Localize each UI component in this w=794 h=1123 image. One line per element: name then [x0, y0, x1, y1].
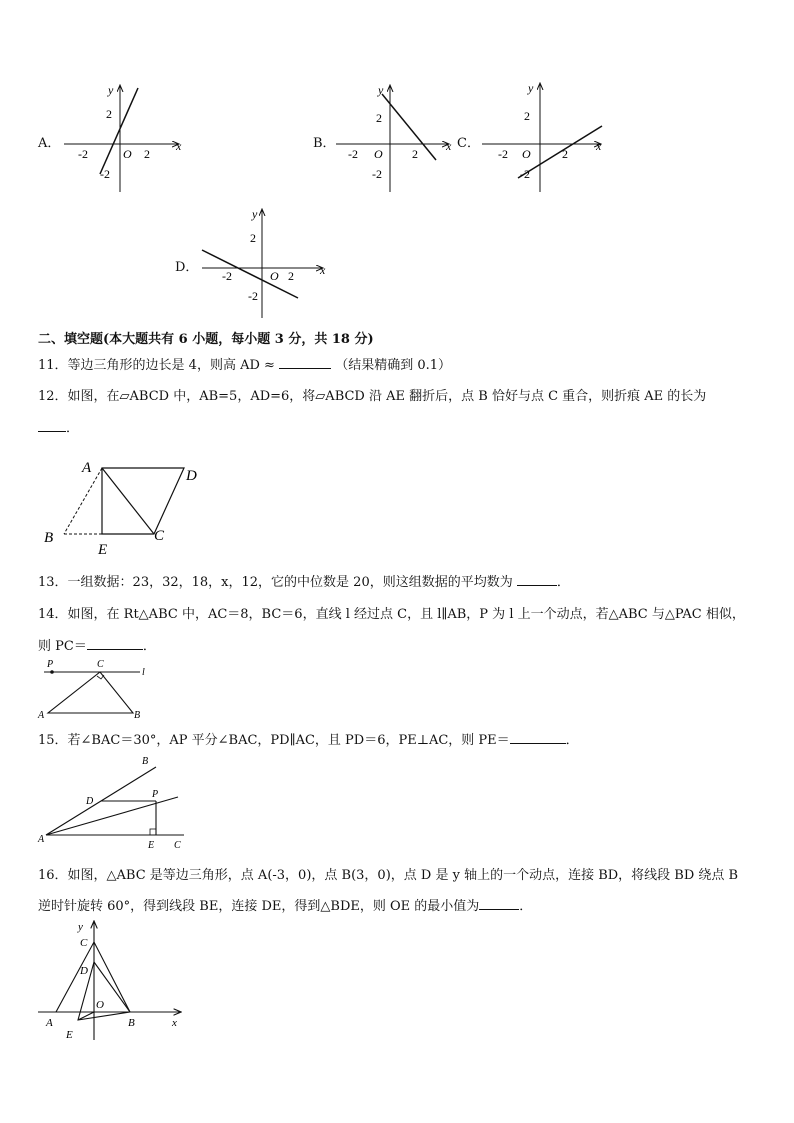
- origin-label: O: [123, 147, 132, 161]
- tick-label: -2: [498, 147, 508, 161]
- question-14-line2: [38, 635, 156, 654]
- option-a-graph: [60, 80, 190, 195]
- segment-ab-dashed: [64, 468, 102, 534]
- question-tail: ．: [142, 639, 156, 654]
- point-label-d: D: [186, 468, 197, 484]
- point-label-b: B: [142, 756, 149, 767]
- question-tail: ．: [565, 733, 579, 748]
- question-14: 14．如图，在 Rt△ABC 中，AC＝8，BC＝6，直线 l 经过点 C，且 l∥AB，P 为 l 上一个动点，若△ABC 与△PAC 相似，: [38, 607, 745, 622]
- tick-label: 2: [412, 147, 418, 161]
- point-label-a: A: [82, 460, 92, 476]
- right-angle-mark: [150, 829, 156, 835]
- answer-blank[interactable]: [517, 573, 557, 586]
- question-text: 15．若∠BAC＝30°，AP 平分∠BAC，PD∥AC，且 PD＝6，PE⊥AC，则 PE＝: [38, 733, 510, 748]
- question-12: 12．如图，在▱ABCD 中，AB=5，AD=6，将▱ABCD 沿 AE 翻折后，点 B 恰好与点 C 重合，则折痕 AE 的长为: [38, 389, 707, 404]
- x-label: x: [446, 139, 452, 153]
- point-label-e: E: [98, 542, 108, 558]
- y-label: y: [378, 83, 384, 97]
- point-label-d: D: [86, 796, 94, 807]
- answer-blank[interactable]: [479, 897, 519, 910]
- y-label: y: [78, 921, 83, 933]
- point-label-b: B: [128, 1017, 135, 1029]
- point-label-b: B: [134, 710, 141, 721]
- tick-label: 2: [376, 111, 382, 125]
- option-c-label: C．: [457, 136, 480, 151]
- graph-line: [100, 88, 138, 174]
- tick-label: -2: [222, 269, 232, 283]
- question-text: 13．一组数据：23，32，18，x，12，它的中位数是 20，则这组数据的平均数为: [38, 575, 513, 590]
- answer-blank[interactable]: [279, 356, 331, 369]
- point-label-e: E: [148, 840, 155, 851]
- question-tail: ．: [66, 421, 80, 436]
- question-tail: （结果精确到 0.1）: [335, 358, 452, 373]
- option-d-label: D．: [175, 260, 199, 275]
- point-label-b: B: [44, 530, 54, 546]
- answer-blank[interactable]: [87, 637, 143, 650]
- tick-label: 2: [288, 269, 294, 283]
- option-c-graph: [478, 78, 608, 193]
- tick-label: 2: [144, 147, 150, 161]
- point-label-a: A: [38, 834, 45, 845]
- option-a-label: A．: [38, 136, 61, 151]
- triangle-abc: [48, 672, 133, 713]
- origin-label: O: [270, 269, 279, 283]
- point-label-c: C: [154, 528, 165, 544]
- tick-label: -2: [100, 167, 110, 181]
- point-p: [50, 670, 54, 674]
- point-label-a: A: [38, 710, 45, 721]
- segment-ac: [102, 468, 154, 534]
- point-label-a: A: [46, 1017, 53, 1029]
- tick-label: 2: [106, 107, 112, 121]
- line-label-l: l: [142, 667, 145, 678]
- q12-figure: [40, 456, 210, 558]
- y-label: y: [252, 207, 258, 221]
- q16-figure: [34, 916, 194, 1044]
- question-text: 则 PC＝: [38, 639, 87, 654]
- section-heading: 二、填空题(本大题共有 6 小题，每小题 3 分，共 18 分): [38, 332, 374, 347]
- y-label: y: [108, 83, 114, 97]
- point-label-p: P: [152, 789, 159, 800]
- q14-figure: [36, 655, 161, 721]
- question-16: 16．如图，△ABC 是等边三角形，点 A(-3，0)，点 B(3，0)，点 D 是 y 轴上的一个动点，连接 BD，将线段 BD 绕点 B: [38, 868, 739, 883]
- question-16-line2: [38, 895, 532, 914]
- origin-label: O: [522, 147, 531, 161]
- question-text: 逆时针旋转 60°，得到线段 BE，连接 DE，得到△BDE，则 OE 的最小值为: [38, 899, 480, 914]
- tick-label: -2: [78, 147, 88, 161]
- tick-label: -2: [372, 167, 382, 181]
- question-15: [38, 729, 579, 748]
- question-tail: ．: [519, 899, 533, 914]
- x-label: x: [320, 263, 326, 277]
- question-text: 11．等边三角形的边长是 4，则高 AD ≈: [38, 358, 275, 373]
- x-label: x: [596, 139, 602, 153]
- point-label-p: P: [47, 659, 54, 670]
- option-b-graph: [332, 80, 457, 195]
- question-13: [38, 571, 570, 590]
- y-label: y: [528, 81, 534, 95]
- point-label-o: O: [96, 999, 104, 1011]
- answer-blank[interactable]: [38, 419, 66, 432]
- tick-label: 2: [562, 147, 568, 161]
- tick-label: -2: [520, 167, 530, 181]
- option-b-label: B．: [313, 136, 336, 151]
- parallelogram-right: [102, 468, 184, 534]
- question-11: [38, 354, 451, 373]
- tick-label: 2: [250, 231, 256, 245]
- x-label: x: [176, 139, 182, 153]
- question-tail: ．: [556, 575, 570, 590]
- x-label: x: [172, 1017, 177, 1029]
- option-d-graph: [198, 204, 333, 322]
- origin-label: O: [374, 147, 383, 161]
- tick-label: 2: [524, 109, 530, 123]
- point-label-c: C: [174, 840, 181, 851]
- point-label-c: C: [97, 659, 104, 670]
- triangle-abc: [56, 942, 130, 1012]
- question-12-line2: [38, 417, 79, 436]
- tick-label: -2: [348, 147, 358, 161]
- tick-label: -2: [248, 289, 258, 303]
- q15-figure: [36, 752, 196, 852]
- point-label-d: D: [80, 965, 88, 977]
- point-label-e: E: [66, 1029, 73, 1041]
- ray-ap: [46, 797, 178, 835]
- answer-blank[interactable]: [510, 731, 566, 744]
- point-label-c: C: [80, 937, 88, 949]
